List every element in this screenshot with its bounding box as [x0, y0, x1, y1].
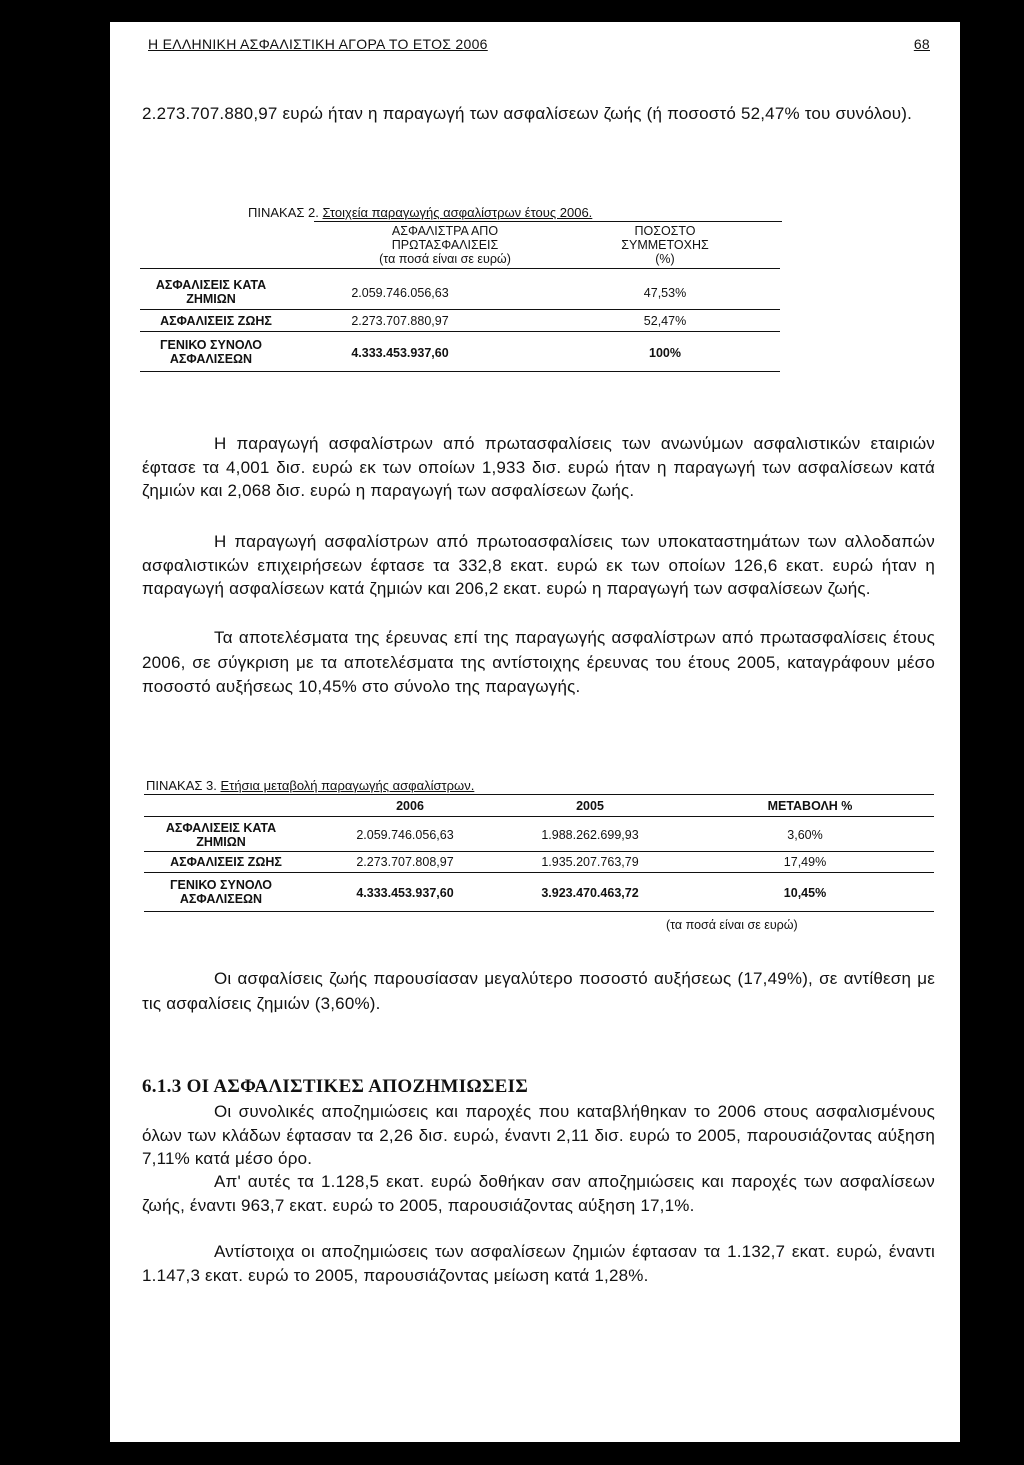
table3-row-label: ΓΕΝΙΚΟ ΣΥΝΟΛΟ ΑΣΦΑΛΙΣΕΩΝ — [170, 878, 272, 906]
table2-caption-text: Στοιχεία παραγωγής ασφαλίστρων έτους 2006. — [322, 205, 593, 220]
table2-row-amount: 4.333.453.937,60 — [351, 346, 449, 360]
running-header — [148, 36, 930, 52]
table2-caption-label: ΠΙΝΑΚΑΣ 2. — [248, 205, 319, 220]
table3-row-change: 3,60% — [787, 828, 823, 842]
table3-top-rule — [144, 794, 934, 795]
table2-row-rule — [140, 331, 780, 332]
table2-row-label: ΑΣΦΑΛΙΣΕΙΣ ΚΑΤΑ ΖΗΜΙΩΝ — [155, 278, 267, 306]
table3-note: (τα ποσά είναι σε ευρώ) — [666, 918, 798, 932]
table2-row-label: ΑΣΦΑΛΙΣΕΙΣ ΖΩΗΣ — [160, 314, 272, 328]
table2-top-rule — [314, 221, 782, 222]
table2-col2-header: ΠΟΣΟΣΤΟ ΣΥΜΜΕΤΟΧΗΣ (%) — [621, 224, 709, 266]
table3-row-2005: 1.988.262.699,93 — [541, 828, 639, 842]
document-page — [110, 22, 960, 1442]
table3-row-label: ΑΣΦΑΛΙΣΕΙΣ ΚΑΤΑ ΖΗΜΙΩΝ — [165, 821, 277, 849]
table2-row-share: 47,53% — [643, 286, 687, 300]
table2-bottom-rule — [140, 371, 780, 372]
table3-row-rule — [144, 851, 934, 852]
table2-row-share: 52,47% — [643, 314, 687, 328]
intro-paragraph: 2.273.707.880,97 ευρώ ήταν η παραγωγή των ασφαλίσεων ζωής (ή ποσοστό 52,47% του συνόλου). — [142, 104, 913, 123]
table3-header-rule — [144, 816, 934, 817]
table2-row-rule — [140, 309, 780, 310]
paragraph-premiums-branches: Η παραγωγή ασφαλίστρων από πρωτοασφαλίσεις των υποκαταστημάτων των αλλοδαπών ασφαλιστικών επιχειρήσεων έφτασε τα 332,8 εκατ. ευρώ εκ των οποίων 126,6 εκατ. ευρώ ήταν η παραγωγή ασφαλίσεων κατά ζημιών και 206,2 εκατ. ευρώ η παραγωγή των ασφαλίσεων ζωής. — [142, 532, 935, 598]
table3-col-2005: 2005 — [576, 799, 604, 813]
paragraph-premiums-sa: Η παραγωγή ασφαλίστρων από πρωτασφαλίσεις των ανωνύμων ασφαλιστικών εταιριών έφτασε τα 4,001 δισ. ευρώ εκ των οποίων 1,933 δισ. ευρώ ήταν η παραγωγή των ασφαλίσεων κατά ζημιών και 2,068 δισ. ευρώ η παραγωγή των ασφαλίσεων ζωής. — [142, 434, 935, 500]
table2-row-amount: 2.273.707.880,97 — [351, 314, 449, 328]
table2-caption — [248, 205, 592, 220]
table2-col1-header: ΑΣΦΑΛΙΣΤΡΑ ΑΠΟ ΠΡΩΤΑΣΦΑΛΙΣΕΙΣ (τα ποσά είναι σε ευρώ) — [379, 224, 511, 266]
paragraph-survey-results: Τα αποτελέσματα της έρευνας επί της παραγωγής ασφαλίστρων από πρωτασφαλίσεις έτους 2006, σε σύγκριση με τα αποτελέσματα της αντίστοιχης έρευνας του έτους 2005, καταγράφουν μέσο ποσοστό αυξήσεως 10,45% στο σύνολο της παραγωγής. — [142, 628, 935, 696]
table3-row-label: ΑΣΦΑΛΙΣΕΙΣ ΖΩΗΣ — [170, 855, 282, 869]
page-number: 68 — [913, 36, 930, 52]
table2-row-amount: 2.059.746.056,63 — [351, 286, 449, 300]
table2-header-rule — [140, 268, 780, 269]
table3-row-change: 10,45% — [783, 886, 827, 900]
table3-col-2006: 2006 — [396, 799, 424, 813]
paragraph-claims-life: Απ' αυτές τα 1.128,5 εκατ. ευρώ δοθήκαν σαν αποζημιώσεις και παροχές των ασφαλίσεων ζωής, έναντι 963,7 εκατ. ευρώ το 2005, παρουσιάζοντας αύξηση 17,1%. — [142, 1172, 935, 1215]
table2-row-label: ΓΕΝΙΚΟ ΣΥΝΟΛΟ ΑΣΦΑΛΙΣΕΩΝ — [160, 338, 262, 366]
table2-row-share: 100% — [649, 346, 681, 360]
table3-bottom-rule — [144, 911, 934, 912]
section-number: 6.1.3 — [142, 1076, 182, 1097]
header-title: Η ΕΛΛΗΝΙΚΗ ΑΣΦΑΛΙΣΤΙΚΗ ΑΓΟΡΑ ΤΟ ΕΤΟΣ 2006 — [148, 36, 488, 52]
table3-row-2005: 1.935.207.763,79 — [541, 855, 639, 869]
section-heading — [142, 1076, 528, 1098]
table3-row-rule — [144, 872, 934, 873]
table3-col-change: ΜΕΤΑΒΟΛΗ % — [767, 799, 853, 813]
paragraph-claims-total: Οι συνολικές αποζημιώσεις και παροχές που καταβλήθηκαν το 2006 στους ασφαλισμένους όλων των κλάδων έφτασαν τα 2,26 δισ. ευρώ, έναντι 2,11 δισ. ευρώ το 2005, παρουσιάζοντας αύξηση 7,11% κατά μέσο όρο. — [142, 1102, 935, 1168]
table3-row-2005: 3.923.470.463,72 — [541, 886, 639, 900]
paragraph-claims-nonlife: Αντίστοιχα οι αποζημιώσεις των ασφαλίσεων ζημιών έφτασαν τα 1.132,7 εκατ. ευρώ, έναντι 1.147,3 εκατ. ευρώ το 2005, παρουσιάζοντας μείωση κατά 1,28%. — [142, 1242, 935, 1285]
table3-row-2006: 4.333.453.937,60 — [356, 886, 454, 900]
table3-row-2006: 2.059.746.056,63 — [356, 828, 454, 842]
table3-caption-text: Ετήσια μεταβολή παραγωγής ασφαλίστρων. — [220, 778, 475, 793]
section-title: ΟΙ ΑΣΦΑΛΙΣΤΙΚΕΣ ΑΠΟΖΗΜΙΩΣΕΙΣ — [186, 1076, 529, 1097]
table3-caption-label: ΠΙΝΑΚΑΣ 3. — [146, 778, 217, 793]
table3-row-change: 17,49% — [783, 855, 827, 869]
table3-row-2006: 2.273.707.808,97 — [356, 855, 454, 869]
table3-caption — [146, 778, 474, 793]
paragraph-life-growth: Οι ασφαλίσεις ζωής παρουσίασαν μεγαλύτερο ποσοστό αυξήσεως (17,49%), σε αντίθεση με τις ασφαλίσεις ζημιών (3,60%). — [142, 969, 935, 1013]
